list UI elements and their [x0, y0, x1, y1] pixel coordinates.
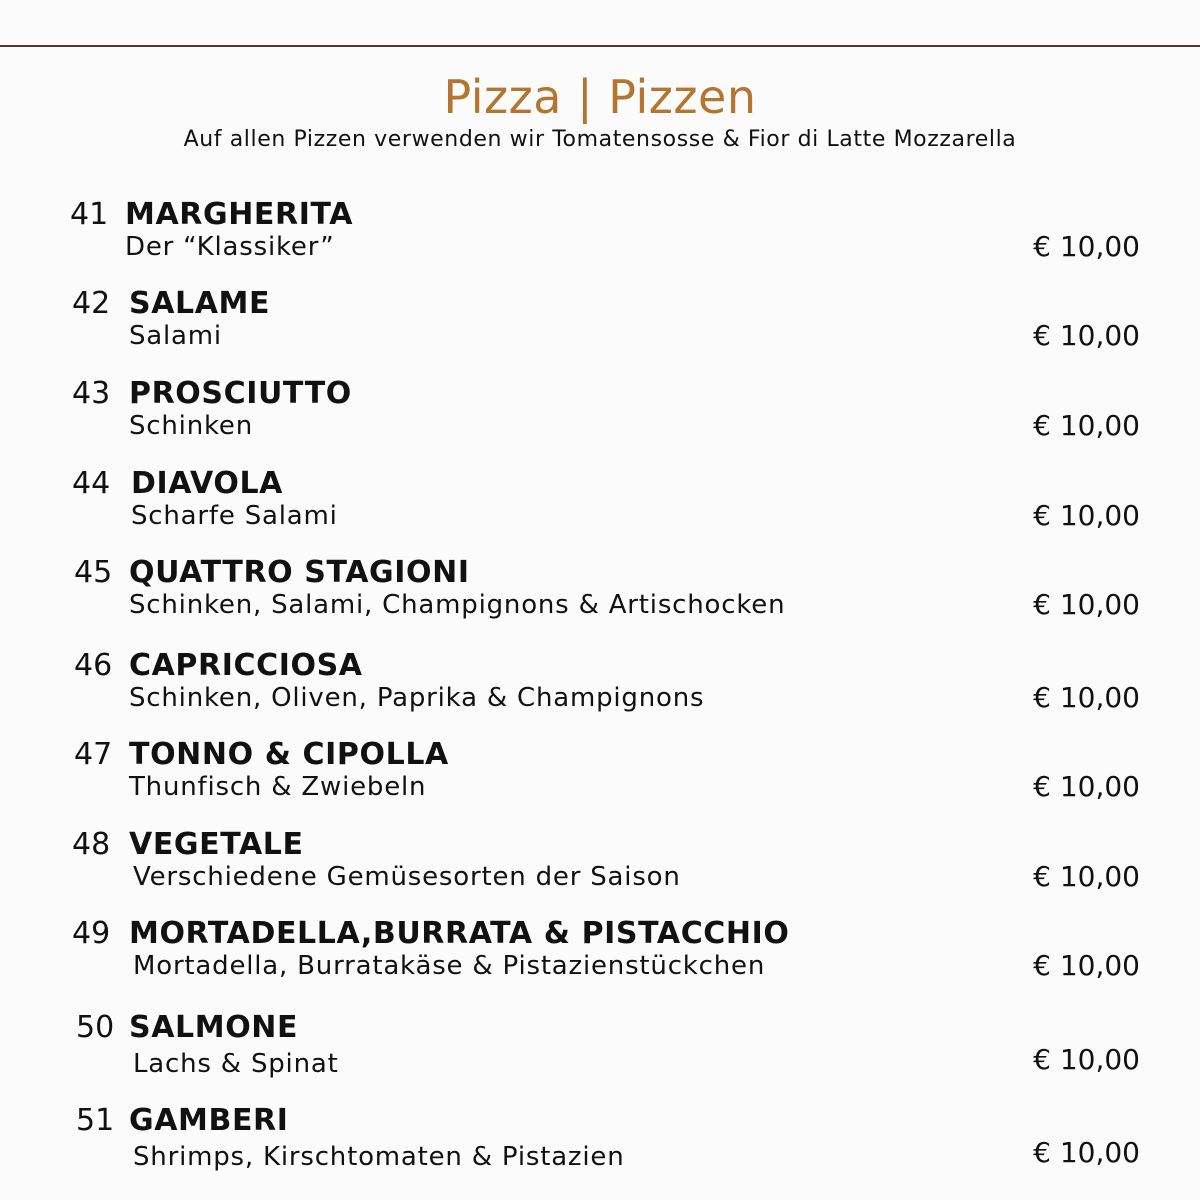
menu-item-46	[0, 648, 1200, 728]
item-number: 46	[74, 648, 113, 683]
item-name: TONNO & CIPOLLA	[129, 737, 449, 772]
item-number: 51	[76, 1103, 115, 1138]
item-description: Mortadella, Burratakäse & Pistazienstückchen	[133, 951, 766, 981]
item-number: 43	[72, 376, 111, 411]
page-subtitle: Auf allen Pizzen verwenden wir Tomatensosse & Fior di Latte Mozzarella	[183, 127, 1017, 152]
item-name: PROSCIUTTO	[129, 376, 352, 411]
item-description: Shrimps, Kirschtomaten & Pistazien	[133, 1142, 625, 1172]
item-name: SALMONE	[129, 1010, 299, 1045]
item-name: QUATTRO STAGIONI	[129, 555, 470, 590]
item-number: 41	[70, 197, 109, 232]
menu-item-48	[0, 827, 1200, 907]
top-divider	[0, 45, 1200, 47]
item-price: € 10,00	[1033, 1136, 1140, 1169]
item-description: Schinken	[129, 411, 253, 441]
item-description: Der “Klassiker”	[125, 232, 335, 262]
menu-item-44	[0, 466, 1200, 546]
item-description: Lachs & Spinat	[133, 1049, 339, 1079]
item-price: € 10,00	[1033, 588, 1140, 621]
item-number: 50	[76, 1010, 115, 1045]
item-name: MORTADELLA,BURRATA & PISTACCHIO	[129, 916, 790, 951]
item-description: Salami	[129, 321, 222, 351]
menu-item-45	[0, 555, 1200, 635]
item-name: DIAVOLA	[131, 466, 283, 501]
item-number: 48	[72, 827, 111, 862]
menu-item-41	[0, 197, 1200, 277]
item-number: 42	[72, 286, 111, 321]
item-number: 45	[74, 555, 113, 590]
page-title: Pizza | Pizzen	[443, 70, 757, 124]
item-price: € 10,00	[1033, 860, 1140, 893]
item-name: MARGHERITA	[125, 197, 354, 232]
item-description: Schinken, Oliven, Paprika & Champignons	[129, 683, 705, 713]
item-name: CAPRICCIOSA	[129, 648, 363, 683]
item-price: € 10,00	[1033, 409, 1140, 442]
item-name: SALAME	[129, 286, 271, 321]
item-number: 47	[74, 737, 113, 772]
item-number: 49	[72, 916, 111, 951]
item-price: € 10,00	[1033, 770, 1140, 803]
item-price: € 10,00	[1033, 1043, 1140, 1076]
menu-item-47	[0, 737, 1200, 817]
item-description: Schinken, Salami, Champignons & Artischocken	[129, 590, 786, 620]
menu-item-51	[0, 1103, 1200, 1183]
item-name: VEGETALE	[129, 827, 304, 862]
item-description: Thunfisch & Zwiebeln	[129, 772, 427, 802]
menu-item-42	[0, 286, 1200, 366]
item-name: GAMBERI	[129, 1103, 289, 1138]
item-description: Verschiedene Gemüsesorten der Saison	[133, 862, 681, 892]
item-price: € 10,00	[1033, 949, 1140, 982]
item-number: 44	[72, 466, 111, 501]
item-price: € 10,00	[1033, 499, 1140, 532]
item-price: € 10,00	[1033, 230, 1140, 263]
menu-item-49	[0, 916, 1200, 996]
menu-item-43	[0, 376, 1200, 456]
item-price: € 10,00	[1033, 319, 1140, 352]
item-price: € 10,00	[1033, 681, 1140, 714]
menu-item-50	[0, 1010, 1200, 1090]
item-description: Scharfe Salami	[131, 501, 338, 531]
